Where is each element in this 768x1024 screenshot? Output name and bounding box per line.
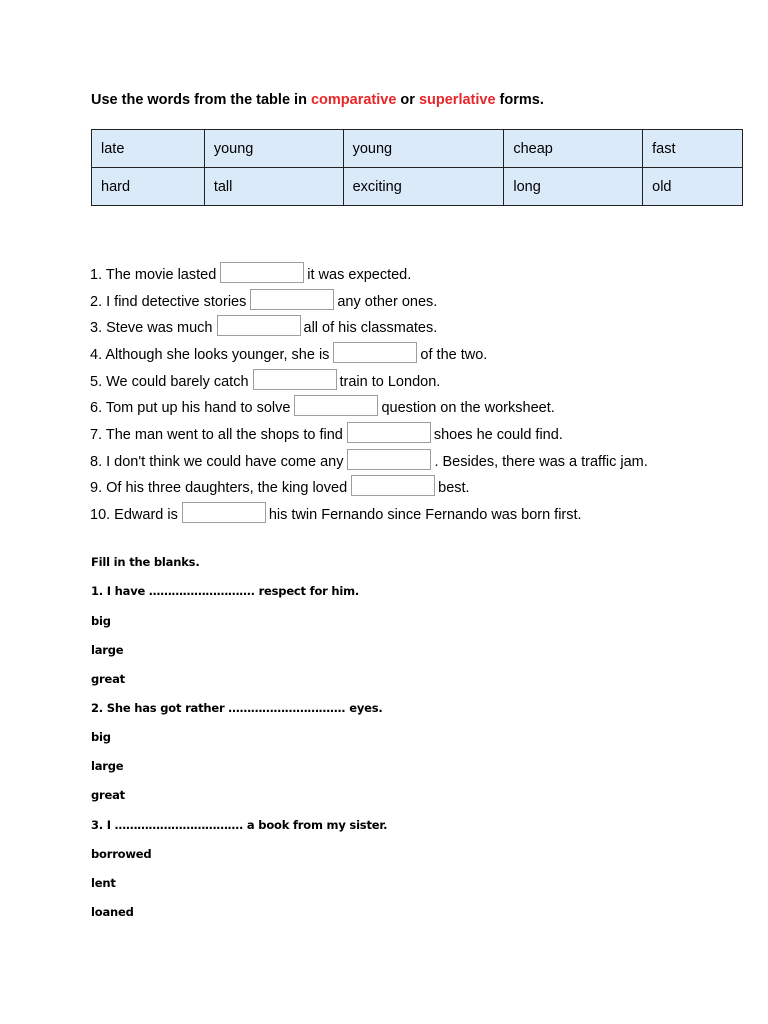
question-text: shoes he could find. [433,427,563,443]
instruction-end: forms. [495,92,544,108]
table-cell: fast [643,130,743,168]
question-text: 3. Steve was much [90,320,213,336]
table-cell: hard [92,168,205,206]
question-text: 7. The man went to all the shops to find [90,427,343,443]
question-text: all of his classmates. [303,320,438,336]
question-8 [90,449,648,475]
question-text: train to London. [339,374,441,390]
table-cell: old [643,168,743,206]
answer-input-10[interactable] [182,502,266,523]
option-large[interactable]: large [91,643,124,657]
question-7 [90,422,563,448]
question-text: of the two. [420,347,488,363]
question-text: any other ones. [337,294,438,310]
question-text: 9. Of his three daughters, the king loved [90,480,348,496]
table-row [92,130,743,168]
answer-input-4[interactable] [333,342,417,363]
word-table [91,129,743,206]
answer-input-6[interactable] [294,395,378,416]
fill-question-1: 1. I have ………………………. respect for him. [91,584,360,598]
question-4 [90,342,487,368]
option-borrowed[interactable]: borrowed [91,847,152,861]
question-10 [90,502,582,528]
question-2 [90,289,437,315]
fill-question-2: 2. She has got rather …………………………. eyes. [91,701,383,715]
fill-question-3: 3. I ……………………………. a book from my sister. [91,818,388,832]
keyword-superlative: superlative [418,92,496,108]
option-big[interactable]: big [91,614,111,628]
table-cell: young [204,130,343,168]
question-9 [90,475,470,501]
question-text: 6. Tom put up his hand to solve [90,400,291,416]
instruction-or: or [396,92,419,108]
option-loaned[interactable]: loaned [91,905,134,919]
option-great[interactable]: great [91,788,125,802]
answer-input-8[interactable] [347,449,431,470]
question-text: best. [438,480,470,496]
table-cell: late [92,130,205,168]
option-large[interactable]: large [91,759,124,773]
instruction-text: Use the words from the table in [91,92,311,108]
table-cell: young [343,130,504,168]
answer-input-9[interactable] [351,475,435,496]
option-lent[interactable]: lent [91,876,116,890]
answer-input-3[interactable] [217,315,301,336]
question-text: 2. I find detective stories [90,294,247,310]
question-text: his twin Fernando since Fernando was born first. [268,507,582,523]
question-text: 5. We could barely catch [90,374,249,390]
table-cell: long [504,168,643,206]
table-row [92,168,743,206]
question-text: . Besides, there was a traffic jam. [434,454,648,470]
table-cell: cheap [504,130,643,168]
question-text: 4. Although she looks younger, she is [90,347,330,363]
answer-input-5[interactable] [253,369,337,390]
question-text: it was expected. [307,267,412,283]
question-text: 10. Edward is [90,507,178,523]
question-5 [90,369,440,395]
question-text: 1. The movie lasted [90,267,217,283]
section-title-fill-blanks: Fill in the blanks. [91,555,200,569]
table-cell: tall [204,168,343,206]
question-1 [90,262,411,288]
question-text: question on the worksheet. [381,400,555,416]
option-great[interactable]: great [91,672,125,686]
answer-input-1[interactable] [220,262,304,283]
answer-input-2[interactable] [250,289,334,310]
question-text: 8. I don't think we could have come any [90,454,344,470]
instruction-heading [91,92,544,108]
table-cell: exciting [343,168,504,206]
answer-input-7[interactable] [347,422,431,443]
question-3 [90,315,437,341]
keyword-comparative: comparative [310,92,397,108]
question-6 [90,395,555,421]
option-big[interactable]: big [91,730,111,744]
